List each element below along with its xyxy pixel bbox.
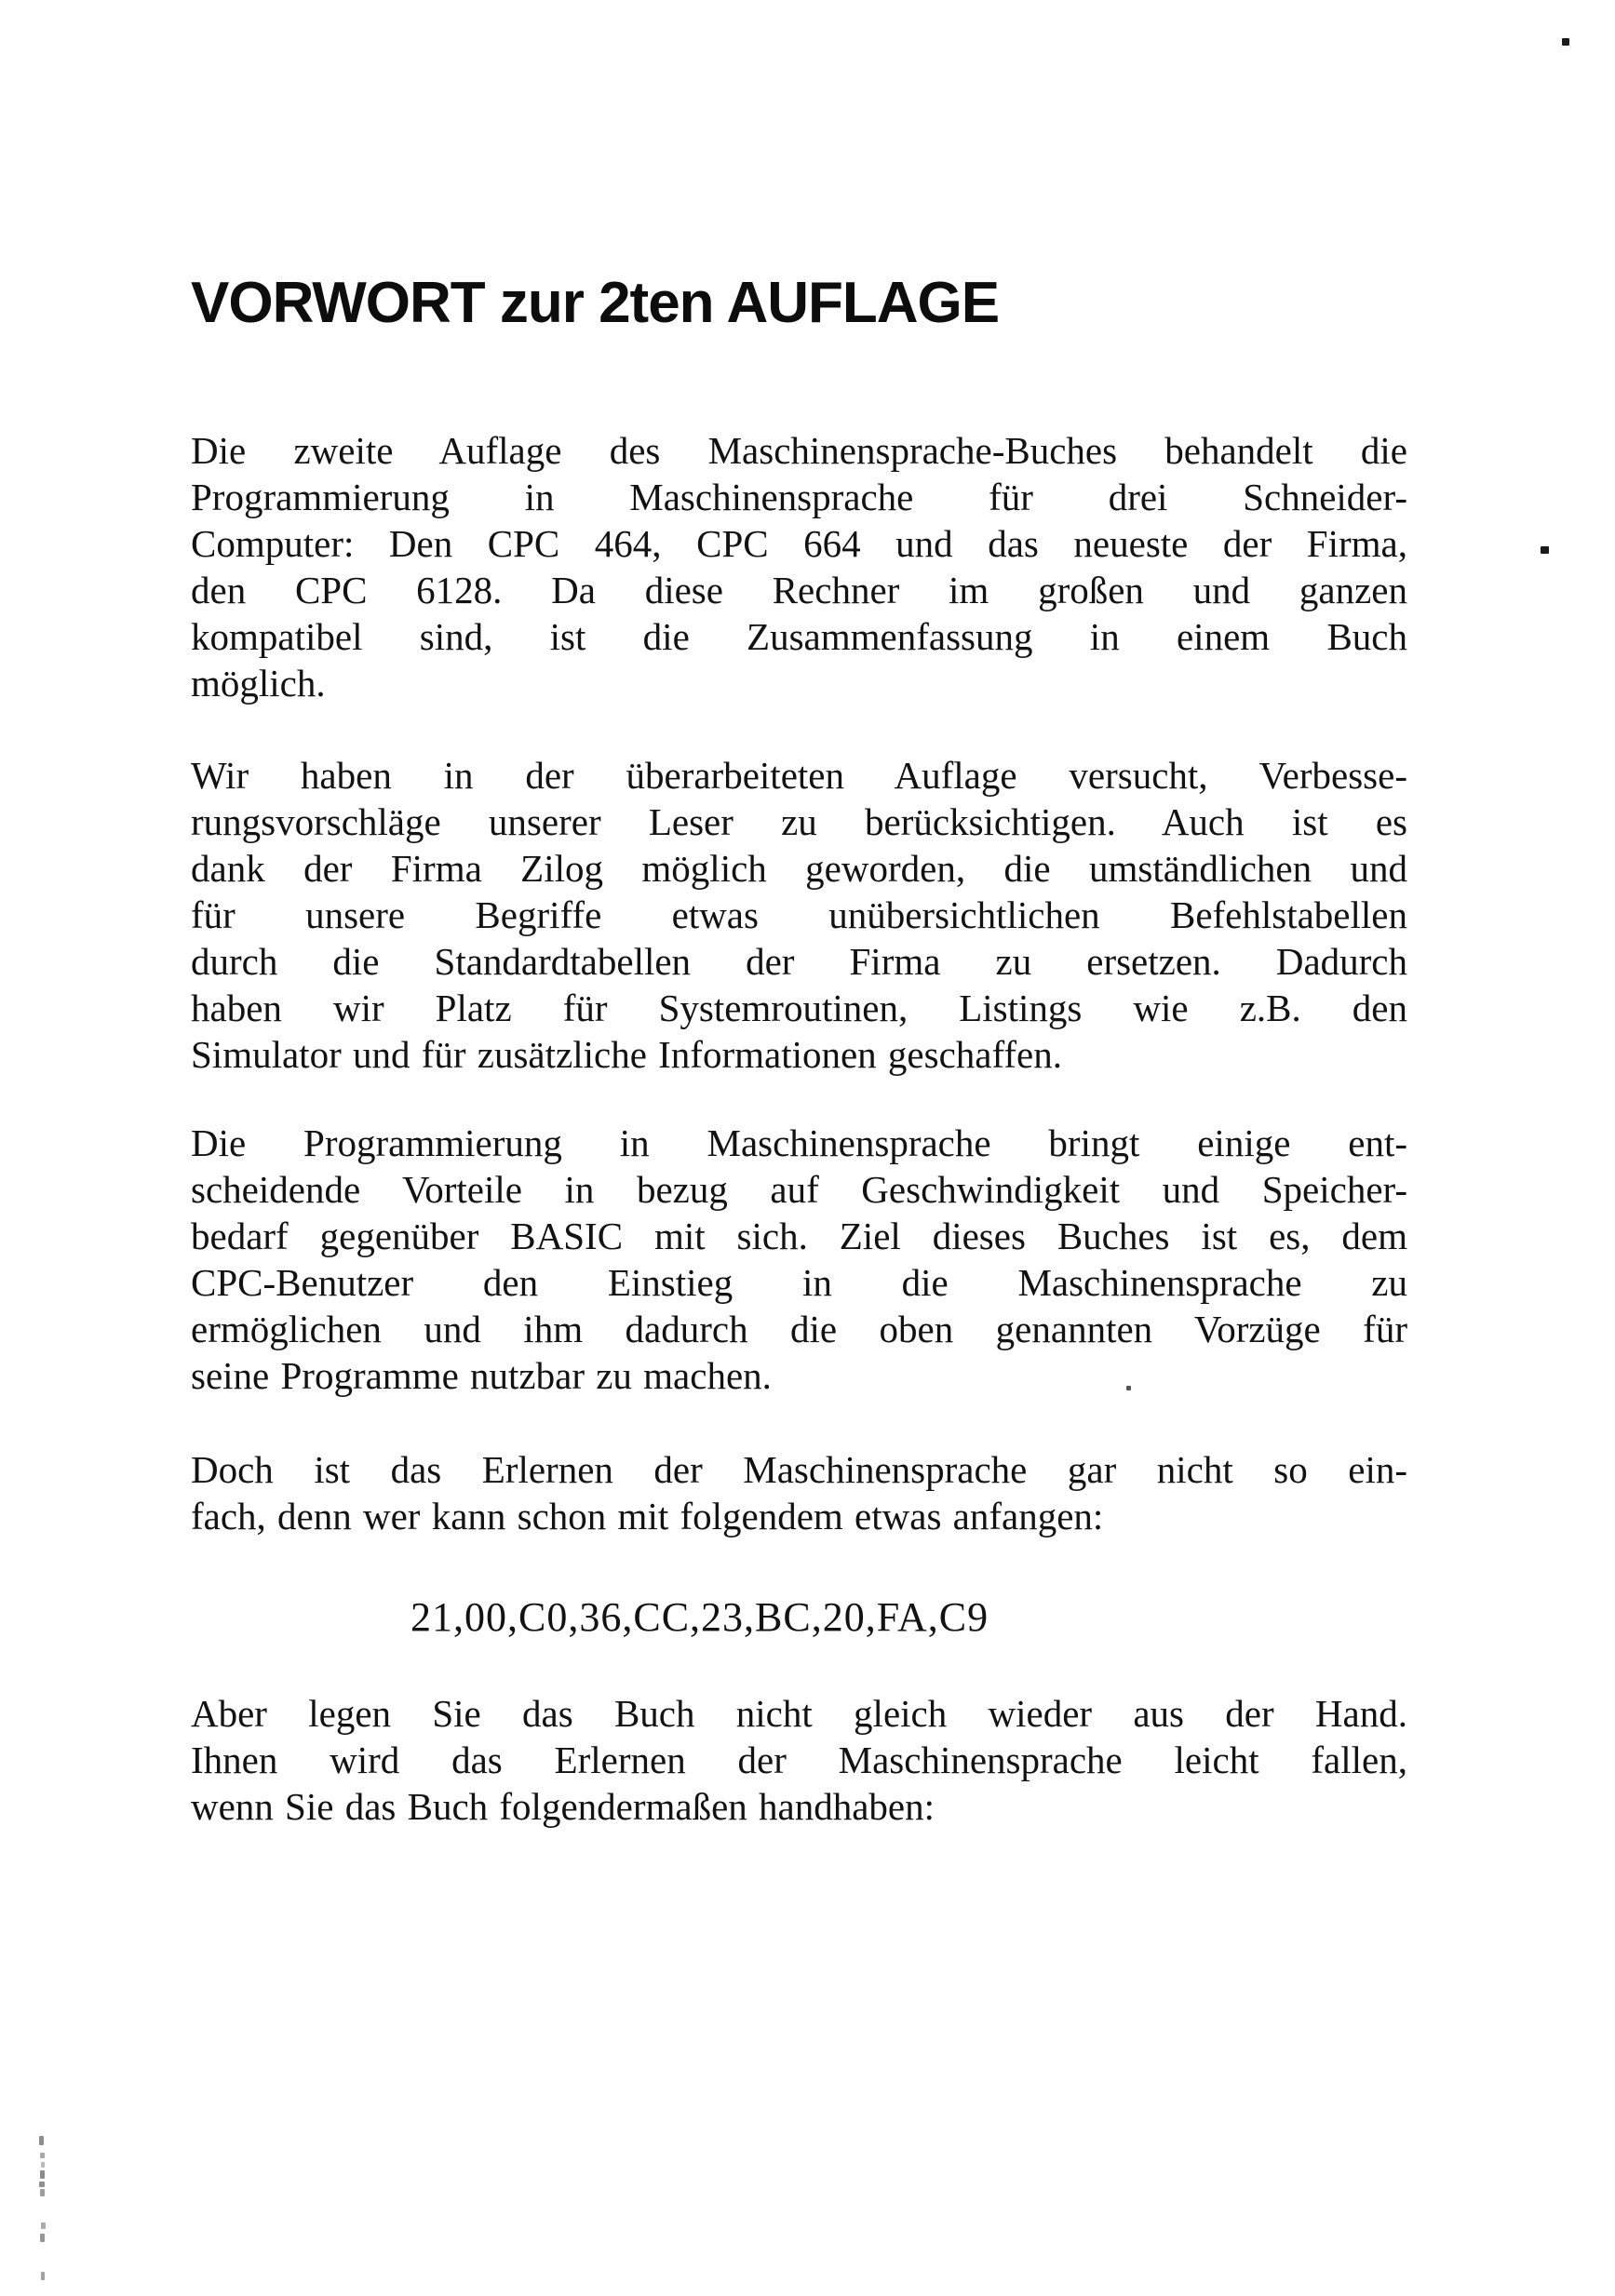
text-line: kompatibel sind, ist die Zusammenfassung in einem Buch [191,615,1407,658]
binding-mark [40,2170,45,2179]
text-line: ermöglichen und ihm dadurch die oben genannten Vorzüge für [191,1308,1407,1350]
text-line: Simulator und für zusätzliche Informationen geschaffen. [191,1033,1062,1076]
text-line: Doch ist das Erlernen der Maschinensprache gar nicht so ein- [191,1448,1407,1491]
binding-mark [41,2222,46,2229]
text-line: möglich. [191,662,326,705]
text-line: Computer: Den CPC 464, CPC 664 und das neueste der Firma, [191,522,1407,565]
scan-speck-right-margin [1541,546,1549,554]
binding-mark [40,2189,45,2196]
text-line: wenn Sie das Buch folgendermaßen handhaben: [191,1785,935,1828]
paragraph-editions-overview [191,427,1407,706]
text-line: CPC-Benutzer den Einstieg in die Maschinensprache zu [191,1261,1407,1304]
text-line: Wir haben in der überarbeiteten Auflage versucht, Verbesse- [191,754,1407,797]
paragraph-encouragement [191,1690,1407,1830]
binding-mark [41,2272,45,2280]
binding-mark [40,2234,45,2242]
text-line: fach, denn wer kann schon mit folgendem etwas anfangen: [191,1495,1104,1537]
paragraph-machine-language-benefits [191,1120,1407,1399]
text-line: haben wir Platz für Systemroutinen, Listings wie z.B. den [191,987,1407,1029]
text-line: für unsere Begriffe etwas unübersichtlichen Befehlstabellen [191,893,1407,936]
binding-mark [39,2136,44,2145]
text-line: den CPC 6128. Da diese Rechner im großen und ganzen [191,569,1407,611]
scan-speck-top-right [1562,38,1569,46]
binding-mark [41,2162,45,2168]
scan-speck-after-paragraph [1126,1386,1131,1390]
text-line: rungsvorschläge unserer Leser zu berücksichtigen. Auch ist es [191,800,1407,843]
hex-byte-sequence: 21,00,C0,36,CC,23,BC,20,FA,C9 [410,1594,989,1640]
text-line: Die Programmierung in Maschinensprache bringt einige ent- [191,1121,1407,1164]
paragraph-learning-difficulty [191,1446,1407,1539]
page-title: VORWORT zur 2ten AUFLAGE [191,271,1000,335]
text-line: Die zweite Auflage des Maschinensprache-Buches behandelt die [191,429,1407,472]
text-line: bedarf gegenüber BASIC mit sich. Ziel dieses Buches ist es, dem [191,1215,1407,1257]
binding-scan-marks [0,0,56,2296]
binding-mark [40,2153,45,2158]
paragraph-revision-notes [191,752,1407,1078]
text-line: Programmierung in Maschinensprache für drei Schneider- [191,476,1407,518]
text-line: dank der Firma Zilog möglich geworden, die umständlichen und [191,847,1407,890]
text-line: seine Programme nutzbar zu machen. [191,1354,772,1397]
text-line: Aber legen Sie das Buch nicht gleich wieder aus der Hand. [191,1692,1407,1735]
text-line: scheidende Vorteile in bezug auf Geschwindigkeit und Speicher- [191,1168,1407,1211]
text-line: Ihnen wird das Erlernen der Maschinensprache leicht fallen, [191,1739,1407,1781]
binding-mark [39,2182,45,2187]
text-line: durch die Standardtabellen der Firma zu ersetzen. Dadurch [191,940,1407,983]
